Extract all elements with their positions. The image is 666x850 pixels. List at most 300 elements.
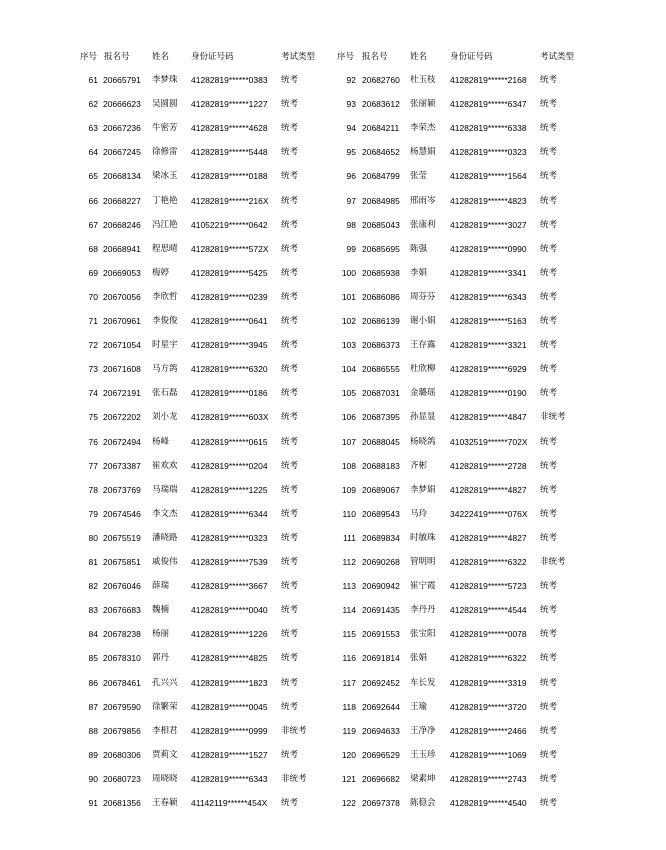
seq-cell: 71 — [88, 316, 98, 326]
table-row-right — [0, 483, 666, 497]
exam-type-cell: 统考 — [540, 605, 558, 616]
table-row-right — [0, 145, 666, 159]
exam-type-cell: 统考 — [281, 219, 299, 230]
exam-type-cell: 统考 — [281, 701, 299, 712]
header-seq-right: 序号 — [337, 52, 355, 62]
table-row-right — [0, 724, 666, 738]
name-cell: 薛瑞 — [152, 581, 170, 592]
exam-type-cell: 非统考 — [281, 773, 307, 784]
reg-no-cell: 20684652 — [362, 147, 400, 158]
seq-cell: 90 — [88, 773, 98, 784]
seq-cell: 109 — [341, 484, 356, 495]
name-cell: 王存露 — [410, 340, 436, 351]
seq-cell: 81 — [88, 557, 98, 567]
id-number-cell: 41282819******2466 — [450, 725, 527, 736]
table-row-right — [0, 748, 666, 762]
reg-no-cell: 20678461 — [103, 677, 141, 688]
name-cell: 李欣哲 — [152, 291, 178, 302]
seq-cell: 94 — [346, 123, 356, 134]
seq-cell: 87 — [88, 701, 98, 712]
id-number-cell: 41282819******0040 — [191, 605, 268, 616]
exam-type-cell: 统考 — [281, 123, 299, 134]
table-row-right — [0, 362, 666, 376]
exam-type-cell: 统考 — [540, 484, 558, 495]
seq-cell: 104 — [341, 364, 356, 375]
id-number-cell: 41282819******3319 — [450, 677, 527, 688]
exam-type-cell: 统考 — [540, 316, 558, 326]
seq-cell: 115 — [342, 629, 356, 640]
exam-type-cell: 统考 — [540, 195, 558, 206]
id-number-cell: 41282819******1527 — [191, 749, 268, 760]
exam-type-cell: 统考 — [281, 243, 299, 254]
reg-no-cell: 20686139 — [362, 316, 400, 326]
name-cell: 周晓晓 — [152, 773, 178, 784]
table-row-right — [0, 121, 666, 135]
header-name-left: 姓名 — [152, 52, 170, 62]
name-cell: 牛密芳 — [152, 123, 178, 134]
seq-cell: 93 — [346, 99, 356, 110]
exam-type-cell: 统考 — [540, 749, 558, 760]
reg-no-cell: 20665791 — [103, 75, 141, 85]
id-number-cell: 41032519******702X — [450, 436, 528, 447]
id-number-cell: 41282819******1069 — [450, 749, 527, 760]
reg-no-cell: 20671054 — [103, 340, 141, 351]
reg-no-cell: 20667245 — [103, 147, 141, 158]
exam-type-cell: 统考 — [281, 749, 299, 760]
id-number-cell: 41282819******4540 — [450, 798, 527, 808]
name-cell: 潘晓路 — [152, 532, 178, 543]
name-cell: 管明明 — [410, 557, 436, 567]
seq-cell: 72 — [88, 340, 98, 351]
seq-cell: 88 — [88, 725, 98, 736]
name-cell: 张康利 — [410, 219, 436, 230]
table-row-right — [0, 676, 666, 690]
reg-no-cell: 20681356 — [103, 798, 141, 808]
exam-type-cell: 统考 — [540, 725, 558, 736]
seq-cell: 82 — [88, 581, 98, 592]
name-cell: 时星宇 — [152, 340, 178, 351]
reg-no-cell: 20680723 — [103, 773, 141, 784]
header-reg-no-left: 报名号 — [104, 52, 130, 62]
reg-no-cell: 20669053 — [103, 267, 141, 278]
table-row-right — [0, 338, 666, 352]
id-number-cell: 41282819******0239 — [191, 291, 268, 302]
table-row-right — [0, 242, 666, 256]
name-cell: 杨丽 — [152, 629, 170, 640]
id-number-cell: 41282819******4847 — [450, 412, 527, 423]
reg-no-cell: 20668941 — [103, 243, 141, 254]
reg-no-cell: 20696682 — [362, 773, 400, 784]
name-cell: 张娟 — [410, 653, 428, 664]
seq-cell: 67 — [88, 219, 98, 230]
name-cell: 邢雨岑 — [410, 195, 436, 206]
exam-type-cell: 统考 — [540, 532, 558, 543]
seq-cell: 61 — [88, 75, 98, 85]
seq-cell: 122 — [341, 798, 356, 808]
name-cell: 梅婷 — [152, 267, 170, 278]
id-number-cell: 41282819******4628 — [191, 123, 268, 134]
id-number-cell: 41282819******6338 — [450, 123, 527, 134]
id-number-cell: 41282819******0615 — [191, 436, 268, 447]
exam-type-cell: 统考 — [281, 267, 299, 278]
id-number-cell: 41282819******4823 — [450, 195, 527, 206]
id-number-cell: 41282819******2743 — [450, 773, 527, 784]
name-cell: 谢小娟 — [410, 316, 436, 326]
reg-no-cell: 20672202 — [103, 412, 141, 423]
reg-no-cell: 20680306 — [103, 749, 141, 760]
seq-cell: 85 — [88, 653, 98, 664]
exam-type-cell: 统考 — [540, 219, 558, 230]
exam-type-cell: 统考 — [281, 460, 299, 471]
table-row-right — [0, 410, 666, 424]
id-number-cell: 41282819******0188 — [191, 171, 268, 182]
table-row-right — [0, 459, 666, 473]
reg-no-cell: 20690942 — [362, 581, 400, 592]
name-cell: 齐彬 — [410, 460, 428, 471]
exam-type-cell: 统考 — [281, 340, 299, 351]
name-cell: 孔兴兴 — [152, 677, 178, 688]
header-exam-type-left: 考试类型 — [281, 52, 316, 62]
id-number-cell: 41282819******216X — [191, 195, 269, 206]
id-number-cell: 41282819******4825 — [191, 653, 268, 664]
seq-cell: 91 — [88, 798, 98, 808]
id-number-cell: 41282819******0190 — [450, 388, 527, 399]
id-number-cell: 41142119******454X — [191, 798, 268, 808]
seq-cell: 92 — [346, 75, 356, 85]
exam-type-cell: 统考 — [281, 629, 299, 640]
name-cell: 徐修雷 — [152, 147, 178, 158]
table-row-right — [0, 507, 666, 521]
seq-cell: 103 — [341, 340, 356, 351]
id-number-cell: 41282819******6929 — [450, 364, 527, 375]
exam-type-cell: 统考 — [540, 460, 558, 471]
id-number-cell: 41282819******6343 — [450, 291, 527, 302]
seq-cell: 75 — [88, 412, 98, 423]
name-cell: 丁艳艳 — [152, 195, 178, 206]
id-number-cell: 41282819******5448 — [191, 147, 268, 158]
name-cell: 李荣杰 — [410, 123, 436, 134]
id-number-cell: 41282819******0383 — [191, 75, 268, 85]
reg-no-cell: 20676683 — [103, 605, 141, 616]
reg-no-cell: 20691435 — [362, 605, 400, 616]
reg-no-cell: 20676046 — [103, 581, 141, 592]
seq-cell: 80 — [88, 532, 98, 543]
id-number-cell: 41052219******0642 — [191, 219, 268, 230]
exam-type-cell: 统考 — [281, 605, 299, 616]
exam-type-cell: 统考 — [281, 677, 299, 688]
reg-no-cell: 20696529 — [362, 749, 400, 760]
seq-cell: 95 — [346, 147, 356, 158]
name-cell: 杨慧娟 — [410, 147, 436, 158]
exam-type-cell: 统考 — [281, 798, 299, 808]
name-cell: 杨晓鸽 — [410, 436, 436, 447]
reg-no-cell: 20689067 — [362, 484, 400, 495]
id-number-cell: 41282819******603X — [191, 412, 269, 423]
id-number-cell: 41282819******7539 — [191, 557, 268, 567]
table-row-right — [0, 218, 666, 232]
reg-no-cell: 20689834 — [362, 532, 400, 543]
id-number-cell: 41282819******1226 — [191, 629, 268, 640]
table-row-right — [0, 169, 666, 183]
name-cell: 崔欢欢 — [152, 460, 178, 471]
table-row-right — [0, 531, 666, 545]
reg-no-cell: 20682760 — [362, 75, 400, 85]
seq-cell: 84 — [88, 629, 98, 640]
exam-type-cell: 统考 — [540, 798, 558, 808]
id-number-cell: 41282819******3027 — [450, 219, 527, 230]
reg-no-cell: 20686555 — [362, 364, 400, 375]
reg-no-cell: 20675519 — [103, 532, 141, 543]
exam-type-cell: 统考 — [281, 653, 299, 664]
reg-no-cell: 20684799 — [362, 171, 400, 182]
name-cell: 张丽颖 — [410, 99, 436, 110]
seq-cell: 68 — [88, 243, 98, 254]
seq-cell: 119 — [342, 725, 356, 736]
name-cell: 张宝阳 — [410, 629, 436, 640]
seq-cell: 78 — [88, 484, 98, 495]
id-number-cell: 41282819******0078 — [450, 629, 527, 640]
reg-no-cell: 20671608 — [103, 364, 141, 375]
exam-type-cell: 统考 — [540, 677, 558, 688]
table-row-right — [0, 290, 666, 304]
seq-cell: 112 — [342, 557, 356, 567]
seq-cell: 86 — [88, 677, 98, 688]
header-id-left: 身份证号码 — [191, 52, 234, 62]
name-cell: 王瑜 — [410, 701, 428, 712]
exam-type-cell: 统考 — [540, 75, 558, 85]
id-number-cell: 41282819******1225 — [191, 484, 268, 495]
seq-cell: 107 — [341, 436, 356, 447]
table-row-right — [0, 314, 666, 328]
header-exam-type-right: 考试类型 — [540, 52, 575, 62]
id-number-cell: 41282819******5425 — [191, 267, 268, 278]
seq-cell: 121 — [341, 773, 356, 784]
exam-type-cell: 统考 — [540, 701, 558, 712]
name-cell: 张莹 — [410, 171, 428, 182]
name-cell: 王春颖 — [152, 798, 178, 808]
reg-no-cell: 20690268 — [362, 557, 400, 567]
header-id-right: 身份证号码 — [450, 52, 493, 62]
exam-type-cell: 统考 — [540, 773, 558, 784]
table-row-right — [0, 627, 666, 641]
reg-no-cell: 20685695 — [362, 243, 400, 254]
id-number-cell: 41282819******1564 — [450, 171, 527, 182]
name-cell: 马方鸽 — [152, 364, 178, 375]
name-cell: 杜欣柳 — [410, 364, 436, 375]
seq-cell: 108 — [341, 460, 356, 471]
table-row-right — [0, 386, 666, 400]
exam-type-cell: 统考 — [540, 243, 558, 254]
exam-type-cell: 统考 — [281, 436, 299, 447]
seq-cell: 117 — [342, 677, 356, 688]
reg-no-cell: 20687031 — [362, 388, 400, 399]
id-number-cell: 41282819******0323 — [450, 147, 527, 158]
table-row-right — [0, 700, 666, 714]
name-cell: 杨峰 — [152, 436, 170, 447]
name-cell: 梁冰玉 — [152, 171, 178, 182]
exam-type-cell: 统考 — [281, 532, 299, 543]
seq-cell: 66 — [88, 195, 98, 206]
table-row-right — [0, 97, 666, 111]
name-cell: 魏楠 — [152, 605, 170, 616]
id-number-cell: 41282819******1227 — [191, 99, 268, 110]
reg-no-cell: 20688183 — [362, 460, 400, 471]
seq-cell: 114 — [342, 605, 356, 616]
reg-no-cell: 20673387 — [103, 460, 141, 471]
name-cell: 李娟 — [410, 267, 428, 278]
exam-type-cell: 统考 — [540, 99, 558, 110]
exam-type-cell: 统考 — [281, 508, 299, 519]
seq-cell: 116 — [342, 653, 356, 664]
exam-type-cell: 非统考 — [540, 412, 566, 423]
reg-no-cell: 20670056 — [103, 291, 141, 302]
exam-type-cell: 非统考 — [281, 725, 307, 736]
name-cell: 马瑞瑞 — [152, 484, 178, 495]
id-number-cell: 41282819******2168 — [450, 75, 527, 85]
reg-no-cell: 20668246 — [103, 219, 141, 230]
id-number-cell: 41282819******4827 — [450, 484, 527, 495]
seq-cell: 98 — [346, 219, 356, 230]
table-row-right — [0, 772, 666, 786]
id-number-cell: 41282819******0186 — [191, 388, 268, 399]
reg-no-cell: 20686373 — [362, 340, 400, 351]
name-cell: 戚俊伟 — [152, 557, 178, 567]
name-cell: 陈强 — [410, 243, 428, 254]
seq-cell: 74 — [88, 388, 98, 399]
name-cell: 梁素坤 — [410, 773, 436, 784]
reg-no-cell: 20688045 — [362, 436, 400, 447]
header-reg-no-right: 报名号 — [362, 52, 388, 62]
reg-no-cell: 20670961 — [103, 316, 141, 326]
id-number-cell: 41282819******6322 — [450, 557, 527, 567]
reg-no-cell: 20666623 — [103, 99, 141, 110]
exam-type-cell: 统考 — [540, 171, 558, 182]
seq-cell: 113 — [342, 581, 356, 592]
table-row-right — [0, 435, 666, 449]
reg-no-cell: 20673769 — [103, 484, 141, 495]
id-number-cell: 41282819******6347 — [450, 99, 527, 110]
id-number-cell: 41282819******6320 — [191, 364, 268, 375]
seq-cell: 102 — [341, 316, 356, 326]
exam-type-cell: 统考 — [540, 388, 558, 399]
id-number-cell: 41282819******572X — [191, 243, 269, 254]
seq-cell: 118 — [342, 701, 356, 712]
seq-cell: 79 — [88, 508, 98, 519]
table-row-right — [0, 651, 666, 665]
name-cell: 李俊俊 — [152, 316, 178, 326]
exam-type-cell: 统考 — [281, 75, 299, 85]
name-cell: 程思晴 — [152, 243, 178, 254]
seq-cell: 120 — [341, 749, 356, 760]
reg-no-cell: 20668134 — [103, 171, 141, 182]
name-cell: 郭丹 — [152, 653, 170, 664]
exam-type-cell: 非统考 — [540, 557, 566, 567]
id-number-cell: 41282819******3341 — [450, 267, 527, 278]
table-row-right — [0, 73, 666, 87]
seq-cell: 100 — [341, 267, 356, 278]
id-number-cell: 41282819******3720 — [450, 701, 527, 712]
id-number-cell: 41282819******3667 — [191, 581, 268, 592]
exam-type-cell: 统考 — [540, 629, 558, 640]
reg-no-cell: 20674546 — [103, 508, 141, 519]
seq-cell: 73 — [88, 364, 98, 375]
name-cell: 孙显显 — [410, 412, 436, 423]
exam-type-cell: 统考 — [540, 123, 558, 134]
exam-type-cell: 统考 — [540, 364, 558, 375]
reg-no-cell: 20668227 — [103, 195, 141, 206]
name-cell: 贾莉文 — [152, 749, 178, 760]
exam-type-cell: 统考 — [281, 412, 299, 423]
id-number-cell: 41282819******6343 — [191, 773, 268, 784]
seq-cell: 62 — [88, 99, 98, 110]
exam-type-cell: 统考 — [281, 484, 299, 495]
reg-no-cell: 20697378 — [362, 798, 400, 808]
table-row-right — [0, 603, 666, 617]
exam-type-cell: 统考 — [281, 557, 299, 567]
id-number-cell: 41282819******6344 — [191, 508, 268, 519]
seq-cell: 110 — [342, 508, 356, 519]
seq-cell: 63 — [88, 123, 98, 134]
name-cell: 张石磊 — [152, 388, 178, 399]
name-cell: 刘小龙 — [152, 412, 178, 423]
seq-cell: 97 — [346, 195, 356, 206]
reg-no-cell: 20672494 — [103, 436, 141, 447]
exam-type-cell: 统考 — [281, 581, 299, 592]
reg-no-cell: 20675851 — [103, 557, 141, 567]
id-number-cell: 41282819******0990 — [450, 243, 527, 254]
seq-cell: 76 — [88, 436, 98, 447]
name-cell: 李梦娟 — [410, 484, 436, 495]
seq-cell: 99 — [346, 243, 356, 254]
seq-cell: 96 — [346, 171, 356, 182]
id-number-cell: 41282819******3945 — [191, 340, 268, 351]
exam-type-cell: 统考 — [281, 195, 299, 206]
seq-cell: 65 — [88, 171, 98, 182]
name-cell: 李丹丹 — [410, 605, 436, 616]
name-cell: 金璐瑶 — [410, 388, 436, 399]
exam-type-cell: 统考 — [281, 99, 299, 110]
name-cell: 王净净 — [410, 725, 436, 736]
id-number-cell: 41282819******0045 — [191, 701, 268, 712]
id-number-cell: 41282819******0323 — [191, 532, 268, 543]
reg-no-cell: 20691814 — [362, 653, 400, 664]
seq-cell: 83 — [88, 605, 98, 616]
reg-no-cell: 20685043 — [362, 219, 400, 230]
id-number-cell: 41282819******0204 — [191, 460, 268, 471]
seq-cell: 70 — [88, 291, 98, 302]
id-number-cell: 41282819******4544 — [450, 605, 527, 616]
table-row-right — [0, 796, 666, 810]
reg-no-cell: 20686086 — [362, 291, 400, 302]
exam-type-cell: 统考 — [540, 340, 558, 351]
name-cell: 徐繁荣 — [152, 701, 178, 712]
exam-type-cell: 统考 — [540, 581, 558, 592]
exam-type-cell: 统考 — [281, 316, 299, 326]
seq-cell: 77 — [88, 460, 98, 471]
seq-cell: 89 — [88, 749, 98, 760]
name-cell: 崔宁霞 — [410, 581, 436, 592]
name-cell: 李相君 — [152, 725, 178, 736]
exam-type-cell: 统考 — [540, 508, 558, 519]
name-cell: 杜玉枝 — [410, 75, 436, 85]
name-cell: 周芬芬 — [410, 291, 436, 302]
header-name-right: 姓名 — [410, 52, 428, 62]
name-cell: 吴圆圆 — [152, 99, 178, 110]
table-row-right — [0, 266, 666, 280]
table-row-right — [0, 579, 666, 593]
id-number-cell: 41282819******5163 — [450, 316, 527, 326]
reg-no-cell: 20667236 — [103, 123, 141, 134]
